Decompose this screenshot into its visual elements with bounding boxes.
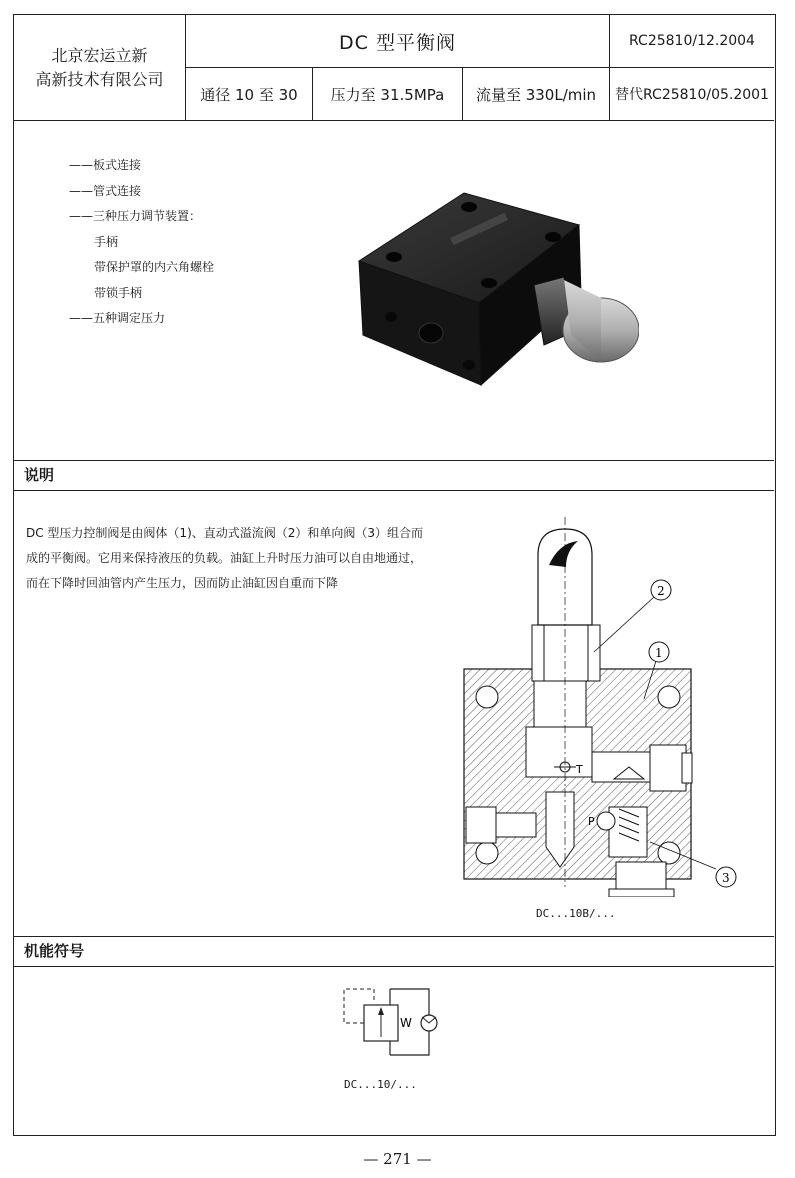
spec-replaces: 替代RC25810/05.2001 bbox=[609, 68, 774, 121]
header-table bbox=[14, 15, 774, 121]
feature-subitem: 带保护罩的内六角螺栓 bbox=[94, 260, 215, 274]
spring-label: W bbox=[400, 1016, 412, 1030]
sectional-drawing bbox=[454, 517, 744, 897]
spec-flow: 流量至 330L/min bbox=[462, 68, 609, 121]
drawing-caption: DC...10B/... bbox=[536, 907, 616, 920]
feature-item: ——管式连接 bbox=[69, 183, 142, 198]
company-line-1: 北京宏运立新 bbox=[51, 45, 148, 65]
section-description-header: 说明 bbox=[14, 460, 774, 491]
datasheet-page bbox=[13, 14, 776, 1136]
description-line: 成的平衡阀。它用来保持液压的负载。油缸上升时压力油可以自由地通过， bbox=[26, 551, 423, 565]
feature-item: ——三种压力调节装置： bbox=[69, 209, 202, 223]
feature-item: ——板式连接 bbox=[69, 158, 142, 172]
symbol-caption: DC...10/... bbox=[344, 1078, 417, 1091]
product-photo bbox=[339, 185, 639, 395]
feature-subitem: 带锁手柄 bbox=[94, 285, 143, 300]
spec-pressure: 压力至 31.5MPa bbox=[312, 68, 462, 121]
description-text bbox=[26, 521, 436, 596]
spec-size: 通径 10 至 30 bbox=[185, 68, 312, 121]
callout-3: 3 bbox=[722, 871, 730, 885]
description-line: DC 型压力控制阀是由阀体（1)、直动式溢流阀（2）和单向阀（3）组合而 bbox=[26, 526, 424, 540]
feature-subitem: 手柄 bbox=[94, 234, 119, 249]
company-name bbox=[14, 15, 185, 121]
port-t-label: T bbox=[576, 763, 583, 776]
page-number: — 271 — bbox=[363, 1150, 432, 1168]
callout-1: 1 bbox=[655, 646, 663, 660]
feature-item: ——五种调定压力 bbox=[69, 311, 166, 325]
port-p-label: P bbox=[588, 815, 595, 828]
section-symbol-header: 机能符号 bbox=[14, 936, 774, 967]
hydraulic-symbol bbox=[334, 983, 444, 1063]
document-code: RC25810/12.2004 bbox=[609, 15, 774, 68]
description-line: 而在下降时回油管内产生压力，因而防止油缸因自重而下降 bbox=[26, 576, 339, 590]
company-line-2: 高新技术有限公司 bbox=[35, 69, 164, 89]
callout-2: 2 bbox=[657, 584, 665, 598]
feature-list bbox=[69, 153, 214, 332]
page-title: DC 型平衡阀 bbox=[185, 15, 609, 68]
